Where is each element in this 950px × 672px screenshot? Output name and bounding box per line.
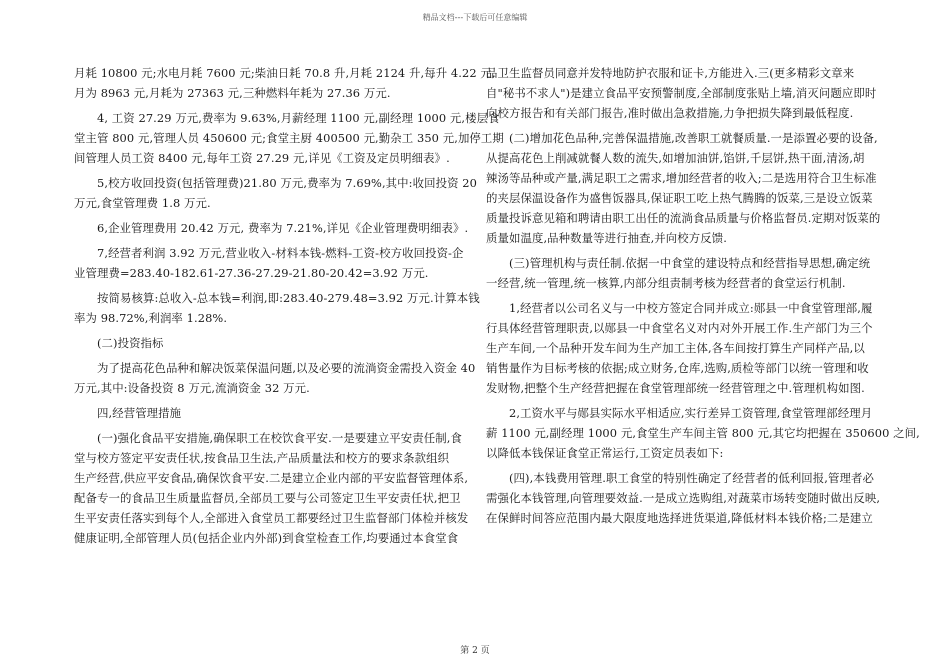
- text-line: 堂主管 800 元,管理人员 450600 元;食堂主厨 400500 元,勤杂工 350 元,加停工期: [74, 131, 504, 145]
- paragraph: [486, 468, 881, 528]
- text-line: 1,经营者以公司名义与一中校方签定合同并成立:郧县一中食堂管理部,履: [509, 301, 873, 315]
- text-line: 需强化本钱管理,向管理要效益.一是成立选购组,对蔬菜市场转变随时做出反映,: [486, 491, 881, 505]
- paragraph: [74, 173, 477, 213]
- paragraph: [486, 403, 920, 463]
- text-line: 薪 1100 元,副经理 1000 元,食堂生产车间主管 800 元,其它均把握在 350600 之间,: [486, 426, 920, 440]
- text-line: 业管理费=283.40-182.61-27.36-27.29-21.80-20.42=3.92 万元.: [74, 266, 429, 280]
- text-line: 6,企业管理费用 20.42 万元, 费率为 7.21%,详见《企业管理费明细表》.: [97, 221, 469, 235]
- paragraph: [74, 63, 496, 103]
- text-line: 7,经营者利润 3.92 万元,营业收入-材料本钱-燃料-工资-校方收回投资-企: [97, 246, 464, 260]
- text-line: 4, 工资 27.29 万元,费率为 9.63%,月薪经理 1100 元,副经理 1000 元,楼层食: [97, 111, 500, 125]
- text-line: 配备专一的食品卫生质量监督员,全部员工要与公司签定卫生平安责任状,把卫: [74, 491, 461, 505]
- paragraph: [486, 298, 881, 398]
- left-text-column: [74, 63, 504, 553]
- text-line: 生产经营,供应平安食品,确保饮食平安.二是建立企业内部的平安监督管理体系,: [74, 471, 469, 485]
- text-line: 行具体经营管理职责,以郧县一中食堂名义对内对外开展工作.生产部门为三个: [486, 321, 873, 335]
- paragraph: [74, 403, 469, 423]
- paragraph: [74, 108, 504, 168]
- text-line: 辣汤等品种或产量,满足职工之需求,增加经营者的收入;二是选用符合卫生标准: [486, 171, 877, 185]
- text-line: (四),本钱费用管理.职工食堂的特别性确定了经营者的低利回报,管理者必: [509, 471, 874, 485]
- paragraph: [74, 218, 469, 238]
- text-line: 按简易核算:总收入-总本钱=利润,即:283.40-279.48=3.92 万元.计算本钱: [97, 291, 480, 305]
- text-line: 销售量作为目标考核的依据;成立财务,仓库,选购,质检等部门以统一管理和收: [486, 361, 869, 375]
- text-line: (一)强化食品平安措施,确保职工在校饮食平安.一是要建立平安责任制,食: [97, 431, 462, 445]
- text-line: 2,工资水平与郧县实际水平相适应,实行差异工资管理,食堂管理部经理月: [509, 406, 873, 420]
- text-line: 一经营,统一管理,统一核算,内部分组责制考核为经营者的食堂运行机制.: [486, 276, 846, 290]
- text-line: 生平安责任落实到每个人,全部进入食堂员工都要经过卫生监督部门体检并核发: [74, 511, 469, 525]
- text-line: 率为 98.72%,利润率 1.28%.: [74, 311, 228, 325]
- text-line: 生产车间,一个品种开发车间为生产加工主体,各车间按打算生产同样产品,以: [486, 341, 865, 355]
- text-line: 健康证明,全部管理人员(包括企业内外部)到食堂检查工作,均要通过本食堂食: [74, 531, 459, 545]
- text-line: 质量投诉意见箱和聘请由职工出任的流淌食品质量与价格监督员.定期对饭菜的: [486, 211, 881, 225]
- text-line: 万元,食堂管理费 1.8 万元.: [74, 196, 211, 210]
- right-text-column: [486, 63, 920, 533]
- text-line: 月为 8963 元,月耗为 27363 元,三种燃料年耗为 27.36 万元.: [74, 86, 391, 100]
- text-line: 向校方报告和有关部门报告,准时做出急救措施,力争把损失降到最低程度.: [486, 106, 854, 120]
- page-number: 第 2 页: [460, 646, 490, 656]
- text-line: 以降低本钱保证食堂正常运行,工资定员表如下:: [486, 446, 724, 460]
- text-line: 从提高花色上削减就餐人数的流失,如增加油饼,馅饼,千层饼,热干面,清汤,胡: [486, 151, 865, 165]
- paragraph: [74, 333, 469, 353]
- text-line: 四,经营管理措施: [97, 406, 182, 420]
- text-line: 万元,其中:设备投资 8 万元,流淌资金 32 万元.: [74, 381, 310, 395]
- text-line: 品卫生监督员同意并发特地防护衣服和证卡,方能进入.三(更多精彩文章来: [486, 66, 855, 80]
- text-line: 发财物,把整个生产经营把握在食堂管理部统一经营管理之中.管理机构如图.: [486, 381, 865, 395]
- text-line: 为了提高花色品种和解决饭菜保温问题,以及必要的流淌资金需投入资金 40: [97, 361, 476, 375]
- text-line: 自"秘书不求人")是建立食品平安预警制度,全部制度张贴上墙,消灭问题应即时: [486, 86, 877, 100]
- text-line: 质量如温度,品种数量等进行抽查,并向校方反馈.: [486, 231, 727, 245]
- text-line: 堂与校方签定平安责任状,按食品卫生法,产品质量法和校方的要求条款组织: [74, 451, 450, 465]
- paragraph: [74, 288, 480, 328]
- text-line: 的夹层保温设备作为盛售饭器具,保证职工吃上热气腾腾的饭菜,三是设立饭菜: [486, 191, 873, 205]
- text-line: (二)投资指标: [97, 336, 164, 350]
- text-line: 月耗 10800 元;水电月耗 7600 元;柴油日耗 70.8 升,月耗 2124 升,每升 4.22 元,: [74, 66, 496, 80]
- text-line: (三)管理机构与责任制.依据一中食堂的建设特点和经营指导思想,确定统: [509, 256, 871, 270]
- text-line: 5,校方收回投资(包括管理费)21.80 万元,费率为 7.69%,其中:收回投资 20: [97, 176, 477, 190]
- paragraph: [74, 358, 476, 398]
- paragraph: [486, 253, 881, 293]
- paragraph: [74, 243, 469, 283]
- paragraph: [486, 63, 881, 123]
- paragraph: [74, 428, 469, 548]
- text-line: (二)增加花色品种,完善保温措施,改善职工就餐质量.一是添置必要的设备,: [509, 131, 878, 145]
- text-line: 在保鲜时间答应范围内最大限度地选择进货渠道,降低材料本钱价格;二是建立: [486, 511, 873, 525]
- text-line: 间管理人员工资 8400 元,每年工资 27.29 元,详见《工资及定员明细表》.: [74, 151, 450, 165]
- page-header: 精品文档---下载后可任意编辑: [422, 13, 528, 22]
- paragraph: [486, 128, 881, 248]
